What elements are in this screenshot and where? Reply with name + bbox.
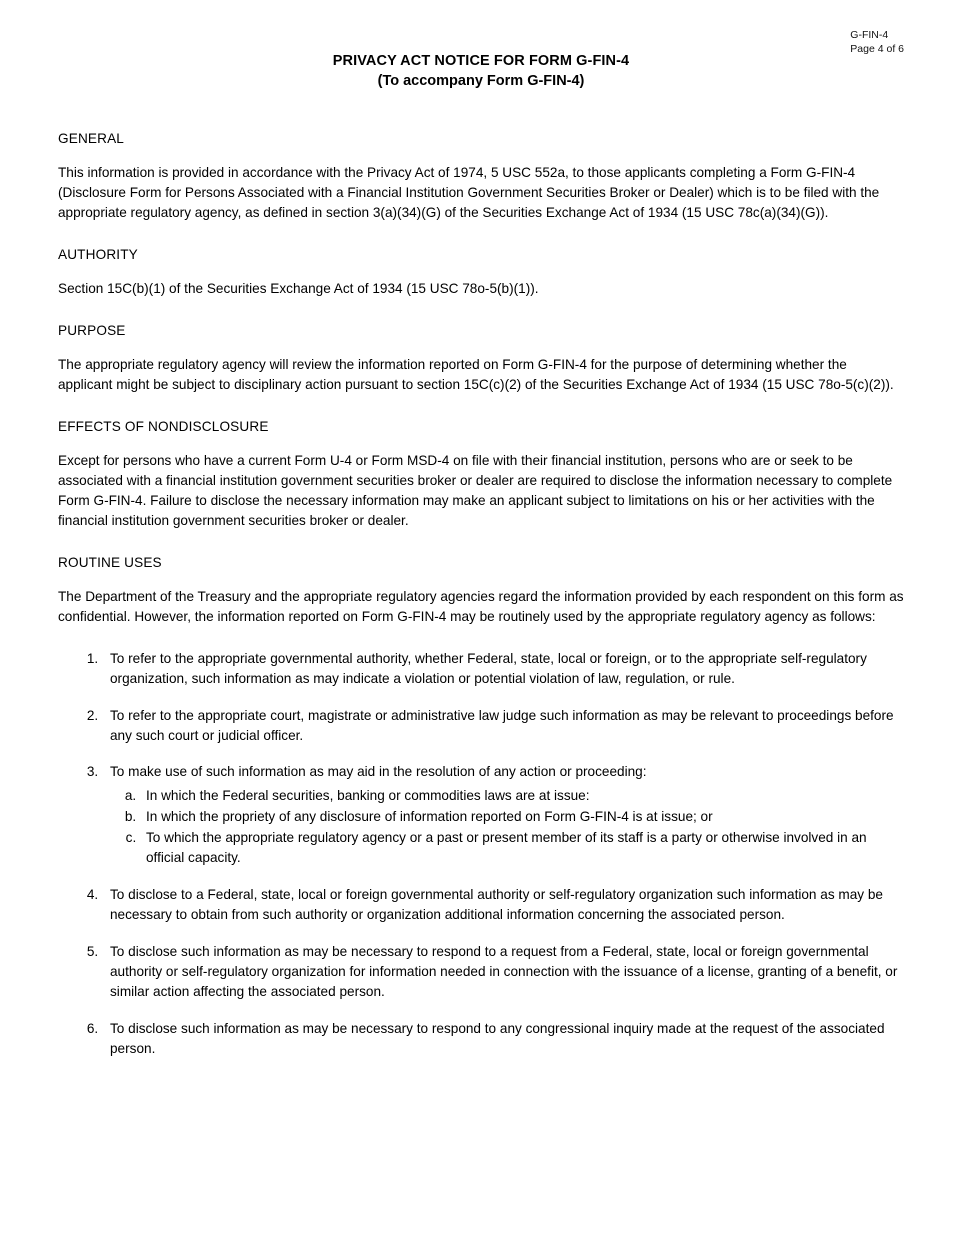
section-body-authority: Section 15C(b)(1) of the Securities Exchange Act of 1934 (15 USC 78o-5(b)(1)).: [58, 280, 539, 296]
form-id: G-FIN-4: [850, 29, 889, 41]
list-item: [102, 1019, 904, 1059]
page-subtitle: (To accompany Form G-FIN-4): [377, 72, 585, 89]
list-item-text: 3. To make use of such information as may aid in the resolution of any action or proceeding:: [110, 764, 647, 780]
section-heading-effects-of-nondisclosure: EFFECTS OF NONDISCLOSURE: [58, 418, 269, 434]
section-heading-general: GENERAL: [58, 131, 125, 147]
list-item: [102, 706, 904, 746]
section-heading-routine-uses: ROUTINE USES: [58, 554, 162, 570]
list-item-text: 2. To refer to the appropriate court, magistrate or administrative law judge such information as may be relevant to proceedings before any such court or judicial officer.: [110, 707, 894, 743]
section-body-effects-of-nondisclosure: Except for persons who have a current Form U-4 or Form MSD-4 on file with their financial institution, persons who are or seek to be associated with a financial institution government securities broker or dealer are required to disclose the information necessary to complete Form G-FIN-4. Failure to disclose the necessary information may make an applicant subject to limitations on his or her activities with the financial institution government securities broker or dealer.: [58, 452, 893, 528]
list-item: [102, 942, 904, 1002]
document-body: [58, 129, 904, 1059]
page-number: Page 4 of 6: [850, 43, 904, 56]
list-item: [102, 885, 904, 925]
section-body-purpose: The appropriate regulatory agency will review the information reported on Form G-FIN-4 for the purpose of determining whether the applicant might be subject to disciplinary action pursuant to section 15C(c)(2) of the Securities Exchange Act of 1934 (15 USC 78o-5(c)(2)).: [58, 356, 894, 392]
section-body-general: This information is provided in accordance with the Privacy Act of 1974, 5 USC 552a, to those applicants completing a Form G-FIN-4 (Disclosure Form for Persons Associated with a Financial Institution Government Securities Broker or Dealer) which is to be filed with the appropriate regulatory agency, as defined in section 3(a)(34)(G) of the Securities Exchange Act of 1934 (15 USC 78c(a)(34)(G)).: [58, 165, 880, 221]
routine-uses-sublist: [110, 786, 904, 868]
routine-uses-list: [58, 649, 904, 1060]
section-heading-authority: AUTHORITY: [58, 247, 138, 262]
sublist-item: a. In which the Federal securities, banking or commodities laws are at issue:: [140, 786, 904, 806]
list-item: [102, 649, 904, 689]
section-heading-purpose: PURPOSE: [58, 322, 126, 338]
list-item-text: 6. To disclose such information as may be necessary to respond to any congressional inquiry made at the request of the associated person.: [110, 1021, 885, 1057]
page-title: PRIVACY ACT NOTICE FOR FORM G-FIN-4: [332, 53, 630, 69]
section-body-routine-uses: The Department of the Treasury and the appropriate regulatory agencies regard the information provided by each respondent on this form as confidential. However, the information reported on Form G-FIN-4 may be routinely used by the appropriate regulatory agency as follows:: [58, 588, 904, 624]
page-meta: [850, 28, 904, 56]
list-item-text: 4. To disclose to a Federal, state, local or foreign governmental authority or self-regulatory organization such information as may be necessary to obtain from such authority or organization additional information concerning the associated person.: [110, 887, 883, 923]
list-item-text: 1. To refer to the appropriate governmental authority, whether Federal, state, local or foreign, or to the appropriate self-regulatory organization, such information as may indicate a violation or potential violation of law, regulation, or rule.: [110, 650, 867, 686]
list-item: [102, 762, 904, 868]
sublist-item: b. In which the propriety of any disclosure of information reported on Form G-FIN-4 is at issue; or: [140, 807, 904, 827]
list-item-text: 5. To disclose such information as may be necessary to respond to a request from a Federal, state, local or foreign governmental authority or self-regulatory organization for information needed in connection with the issuance of a license, granting of a benefit, or similar action affecting the associated person.: [110, 944, 898, 1000]
sublist-item: c. To which the appropriate regulatory agency or a past or present member of its staff is a party or otherwise involved in an official capacity.: [140, 828, 904, 868]
